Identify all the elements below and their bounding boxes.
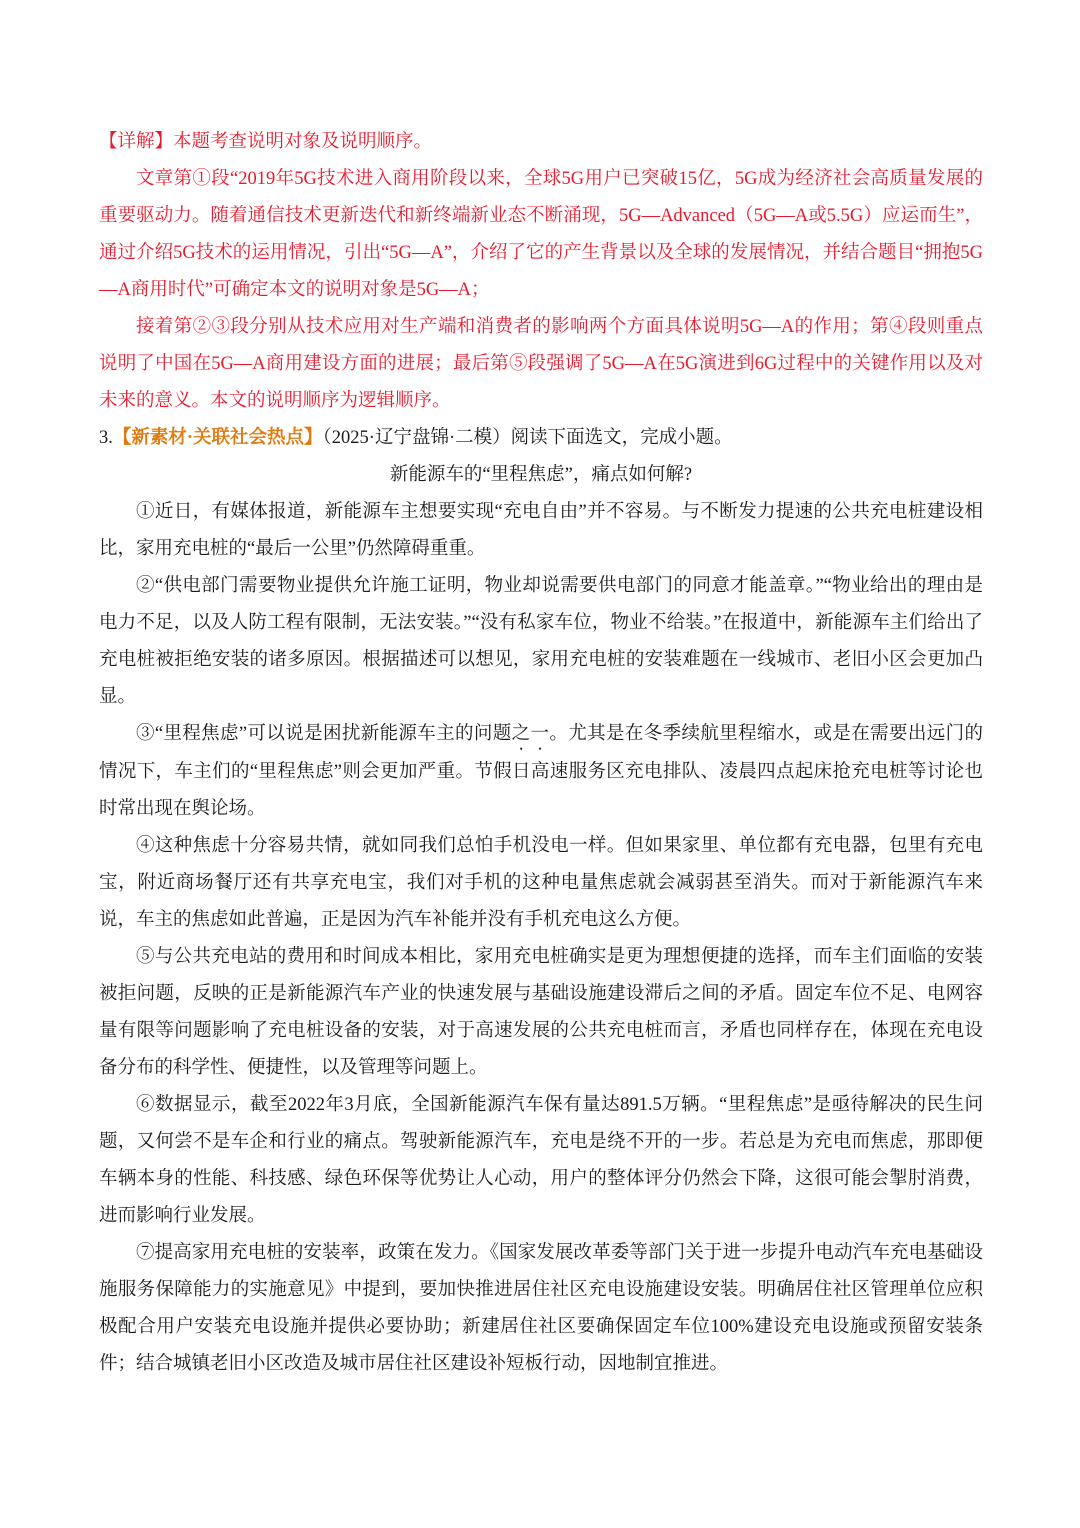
article-paragraph-3-start: ③“里程焦虑”可以说是困扰新能源车主的问题 (136, 724, 512, 744)
article-paragraph-3-end: 。尤其是在冬季续航里程缩水，或是在需要出远门的情况下，车主们的“里程焦虑”则会更加严重。节假日高速服务区充电排队、凌晨四点起床抢充电桩等讨论也时常出现在舆论场。 (99, 724, 983, 819)
article-paragraph-1: ①近日，有媒体报道，新能源车主想要实现“充电自由”并不容易。与不断发力提速的公共充电桩建设相比，家用充电桩的“最后一公里”仍然障碍重重。 (99, 502, 983, 559)
dotted-emphasis: 之一 (511, 724, 550, 744)
question-3-heading (99, 420, 983, 457)
analysis-intro (99, 124, 983, 161)
analysis-intro-text: 本题考查说明对象及说明顺序。 (173, 132, 433, 152)
article-paragraph-4: ④这种焦虑十分容易共情，就如同我们总怕手机没电一样。但如果家里、单位都有充电器，包里有充电宝，附近商场餐厅还有共享充电宝，我们对手机的这种电量焦虑就会减弱甚至消失。而对于新能源汽车来说，车主的焦虑如此普遍，正是因为汽车补能并没有手机充电这么方便。 (99, 836, 983, 930)
article-paragraph-5: ⑤与公共充电站的费用和时间成本相比，家用充电桩确实是更为理想便捷的选择，而车主们面临的安装被拒问题，反映的正是新能源汽车产业的快速发展与基础设施建设滞后之间的矛盾。固定车位不足、电网容量有限等问题影响了充电桩设备的安装，对于高速发展的公共充电桩而言，矛盾也同样存在，体现在充电设备分布的科学性、便捷性，以及管理等问题上。 (99, 947, 983, 1078)
article-paragraph-6: ⑥数据显示，截至2022年3月底，全国新能源汽车保有量达891.5万辆。“里程焦虑”是亟待解决的民生问题，又何尝不是车企和行业的痛点。驾驶新能源汽车，充电是绕不开的一步。若总是为充电而焦虑，那即便车辆本身的性能、科技感、绿色环保等优势让人心动，用户的整体评分仍然会下降，这很可能会掣肘消费，进而影响行业发展。 (99, 1095, 983, 1226)
question-source: （2025·辽宁盘锦·二模）阅读下面选文，完成小题。 (322, 428, 733, 448)
question-number: 3. (99, 428, 113, 448)
article-paragraph-3 (99, 716, 983, 828)
article-paragraph-2: ②“供电部门需要物业提供允许施工证明，物业却说需要供电部门的同意才能盖章。”“物业给出的理由是电力不足，以及人防工程有限制，无法安装。”“没有私家车位，物业不给装。”在报道中，新能源车主们给出了充电桩被拒绝安装的诸多原因。根据描述可以想见，家用充电桩的安装难题在一线城市、老旧小区会更加凸显。 (99, 576, 983, 707)
analysis-label: 【详解】 (99, 132, 174, 152)
analysis-paragraph-2: 接着第②③段分别从技术应用对生产端和消费者的影响两个方面具体说明5G—A的作用；第④段则重点说明了中国在5G—A商用建设方面的进展；最后第⑤段强调了5G—A在5G演进到6G过程中的关键作用以及对未来的意义。本文的说明顺序为逻辑顺序。 (99, 317, 983, 411)
article-title: 新能源车的“里程焦虑”，痛点如何解? (389, 465, 693, 485)
question-tag: 【新素材·关联社会热点】 (112, 428, 323, 448)
page-content (99, 124, 983, 1383)
article-paragraph-7: ⑦提高家用充电桩的安装率，政策在发力。《国家发展改革委等部门关于进一步提升电动汽车充电基础设施服务保障能力的实施意见》中提到，要加快推进居住社区充电设施建设安装。明确居住社区管理单位应积极配合用户安装充电设施并提供必要协助；新建居住社区要确保固定车位100%建设充电设施或预留安装条件；结合城镇老旧小区改造及城市居住社区建设补短板行动，因地制宜推进。 (99, 1243, 983, 1374)
analysis-paragraph-1: 文章第①段“2019年5G技术进入商用阶段以来，全球5G用户已突破15亿，5G成为经济社会高质量发展的重要驱动力。随着通信技术更新迭代和新终端新业态不断涌现，5G—Advanced（5G—A或5.5G）应运而生”，通过介绍5G技术的运用情况，引出“5G—A”，介绍了它的产生背景以及全球的发展情况，并结合题目“拥抱5G—A商用时代”可确定本文的说明对象是5G—A； (99, 169, 983, 300)
